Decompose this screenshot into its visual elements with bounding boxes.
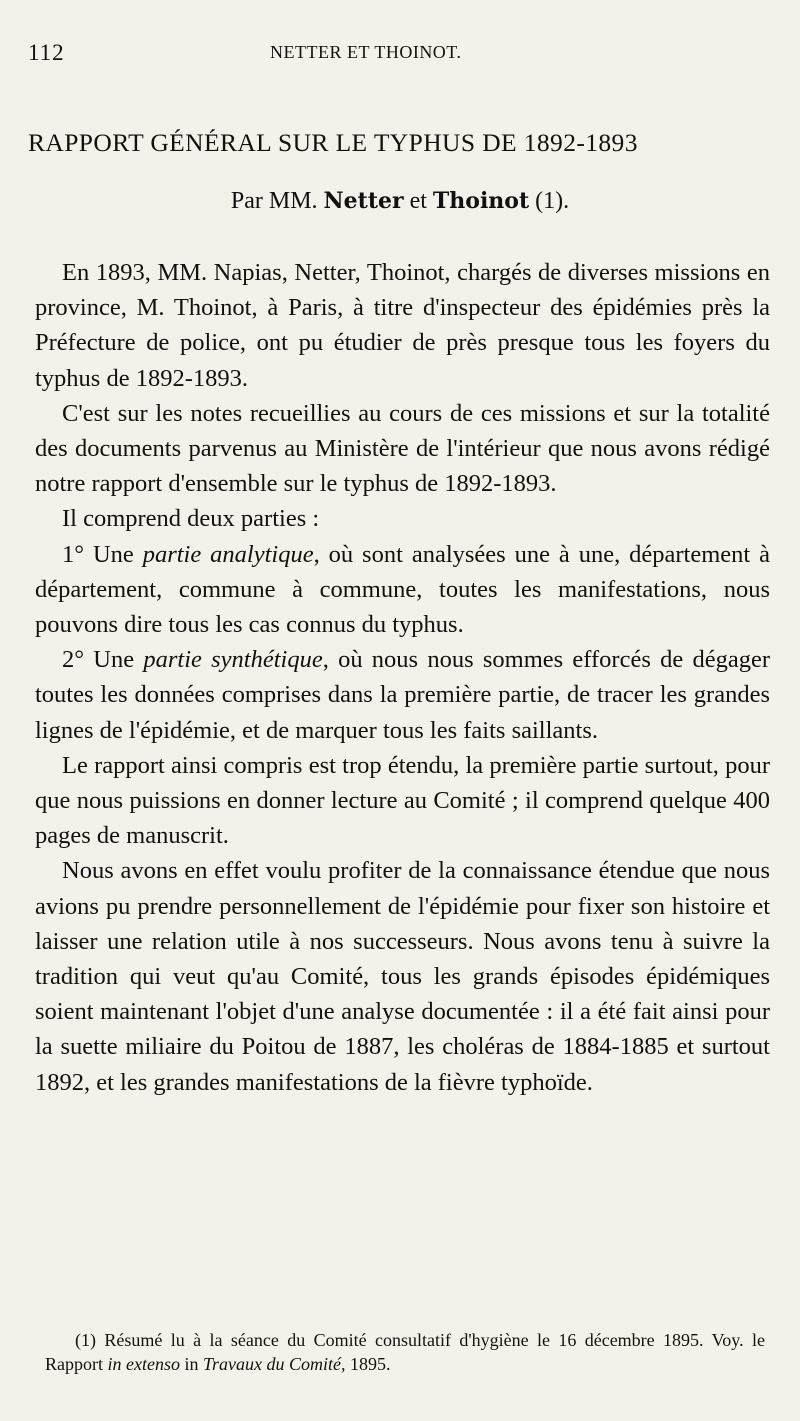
footnote-text bbox=[45, 1328, 765, 1376]
paragraph-2: C'est sur les notes recueillies au cours de ces missions et sur la totalité des documents parvenus au Ministère de l'intérieur que nous avons rédigé notre rapport d'ensemble sur le typhus de 1892-1893. bbox=[35, 399, 770, 498]
footnote-italic-b: Travaux du Comité, bbox=[203, 1354, 346, 1374]
paragraph-5 bbox=[35, 642, 770, 748]
paragraph-4-italic: partie analytique bbox=[142, 540, 314, 568]
footnote-text-b: in bbox=[184, 1354, 199, 1374]
paragraph-3: Il comprend deux parties : bbox=[62, 505, 320, 533]
article-title: RAPPORT GÉNÉRAL SUR LE TYPHUS DE 1892-1893 bbox=[28, 128, 638, 157]
paragraph-1: En 1893, MM. Napias, Netter, Thoinot, chargés de diverses missions en province, M. Thoinot, à Paris, à titre d'inspecteur des épidémies près la Préfecture de police, ont pu étudier de près presque tous les foyers du typhus de 1892-1893. bbox=[35, 259, 770, 392]
article-body bbox=[35, 255, 770, 1100]
page-number: 112 bbox=[28, 40, 65, 65]
paragraph-4-prefix: 1° Une bbox=[62, 540, 134, 568]
paragraph-7: Nous avons en effet voulu profiter de la connaissance étendue que nous avions pu prendre personnellement de l'épidémie pour fixer son histoire et laisser une relation utile à nos successeurs. Nous avons tenu à suivre la tradition qui veut qu'au Comité, tous les grands épisodes épidémiques soient maintenant l'objet d'une analyse documentée : il a été fait ainsi pour la suette miliaire du Poitou de 1887, les choléras de 1884-1885 et surtout 1892, et les grandes manifestations de la fièvre typhoïde. bbox=[35, 857, 770, 1096]
footnote bbox=[45, 1328, 765, 1376]
paragraph-6: Le rapport ainsi compris est trop étendu, la première partie surtout, pour que nous puissions en donner lecture au Comité ; il comprend quelque 400 pages de manuscrit. bbox=[35, 751, 770, 850]
paragraph-5-prefix: 2° Une bbox=[62, 646, 135, 674]
paragraph-5-italic: partie synthétique bbox=[143, 646, 323, 674]
footnote-italic-a: in extenso bbox=[107, 1354, 180, 1374]
byline bbox=[0, 188, 800, 215]
paragraph-4 bbox=[35, 537, 770, 643]
byline-prefix: Par MM. bbox=[230, 188, 318, 214]
author-thoinot: Thoinot bbox=[432, 188, 530, 214]
footnote-text-c: 1895. bbox=[350, 1354, 391, 1374]
author-netter: Netter bbox=[323, 188, 404, 214]
paragraph-4-rest: , où sont analysées une à une, département à département, commune à commune, toutes les manifestations, nous pouvons dire tous les cas connus du typhus. bbox=[35, 540, 770, 639]
paragraph-5-rest: , où nous nous sommes efforcés de dégager toutes les données comprises dans la première partie, de tracer les grandes lignes de l'épidémie, et de marquer tous les faits saillants. bbox=[35, 646, 770, 744]
footnote-reference: (1). bbox=[535, 188, 570, 214]
footnote-text-a: (1) Résumé lu à la séance du Comité consultatif d'hygiène le 16 décembre 1895. Voy. le Rapport bbox=[45, 1330, 765, 1374]
running-title: NETTER ET THOINOT. bbox=[270, 42, 462, 62]
byline-and: et bbox=[409, 188, 427, 214]
